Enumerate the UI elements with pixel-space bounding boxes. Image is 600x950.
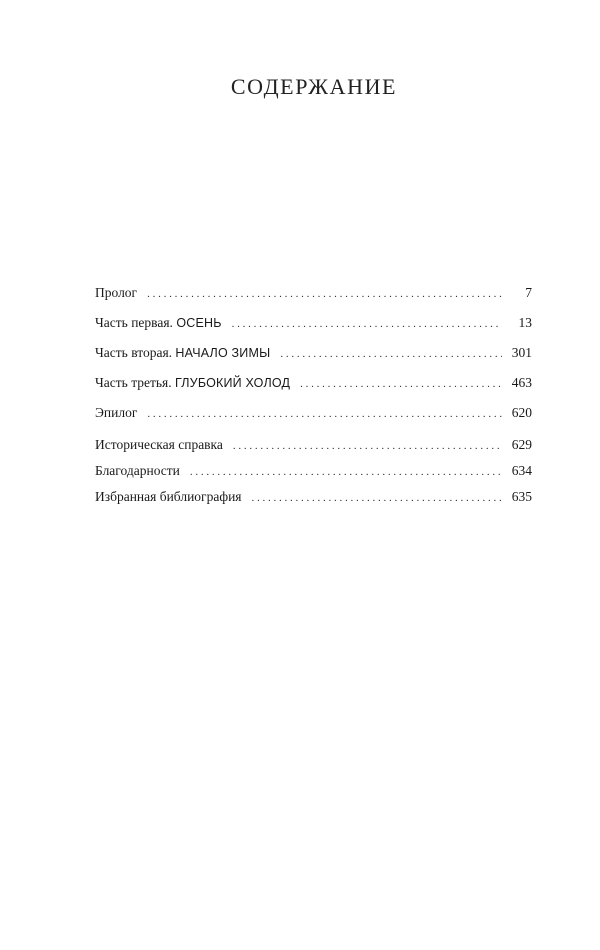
dot-leader [190, 466, 502, 478]
toc-entry-prefix: Часть первая. [95, 315, 173, 330]
toc-page-number: 13 [518, 315, 532, 330]
dot-leader [147, 288, 502, 300]
toc-entry-label [95, 285, 147, 301]
dot-leader [232, 318, 502, 330]
toc-extra-list [95, 437, 532, 515]
dot-leader [147, 408, 502, 420]
toc-entry-label [95, 405, 147, 421]
toc-entry-label [95, 375, 300, 391]
toc-entry-label [95, 463, 190, 479]
toc-entry-bibliography[interactable] [95, 489, 532, 515]
toc-page-number: 629 [511, 437, 532, 452]
toc-page-number: 463 [511, 375, 532, 390]
toc-page-number: 635 [511, 489, 532, 504]
page-title: СОДЕРЖАНИЕ [230, 74, 398, 99]
dot-leader [252, 492, 502, 504]
toc-entry-prefix: Часть вторая. [95, 345, 173, 360]
toc-entry-prefix: Часть третья. [95, 375, 172, 390]
toc-page-number: 7 [525, 285, 532, 300]
toc-entry-epilogue[interactable] [95, 405, 532, 435]
toc-entry-caps-title: НАЧАЛО ЗИМЫ [175, 346, 271, 360]
toc-page-number: 634 [511, 463, 532, 478]
toc-main-list [95, 285, 532, 435]
toc-entry-label [95, 437, 233, 453]
dot-leader [280, 348, 502, 360]
toc-entry-label [95, 489, 252, 505]
toc-entry-prefix: Эпилог [95, 405, 138, 420]
toc-page-number: 301 [511, 345, 532, 360]
toc-entry-part-two[interactable] [95, 345, 532, 375]
dot-leader [233, 440, 502, 452]
toc-entry-prefix: Историческая справка [95, 437, 223, 452]
toc-entry-historical-note[interactable] [95, 437, 532, 463]
toc-entry-label [95, 345, 280, 361]
toc-entry-prefix: Пролог [95, 285, 138, 300]
toc-entry-prefix: Благодарности [95, 463, 180, 478]
toc-entry-caps-title: ОСЕНЬ [176, 316, 222, 330]
dot-leader [300, 378, 502, 390]
toc-entry-part-three[interactable] [95, 375, 532, 405]
toc-entry-prologue[interactable] [95, 285, 532, 315]
toc-entry-caps-title: ГЛУБОКИЙ ХОЛОД [175, 376, 291, 390]
toc-entry-prefix: Избранная библиография [95, 489, 242, 504]
toc-entry-acknowledgements[interactable] [95, 463, 532, 489]
toc-entry-label [95, 315, 232, 331]
toc-entry-part-one[interactable] [95, 315, 532, 345]
toc-page-number: 620 [511, 405, 532, 420]
